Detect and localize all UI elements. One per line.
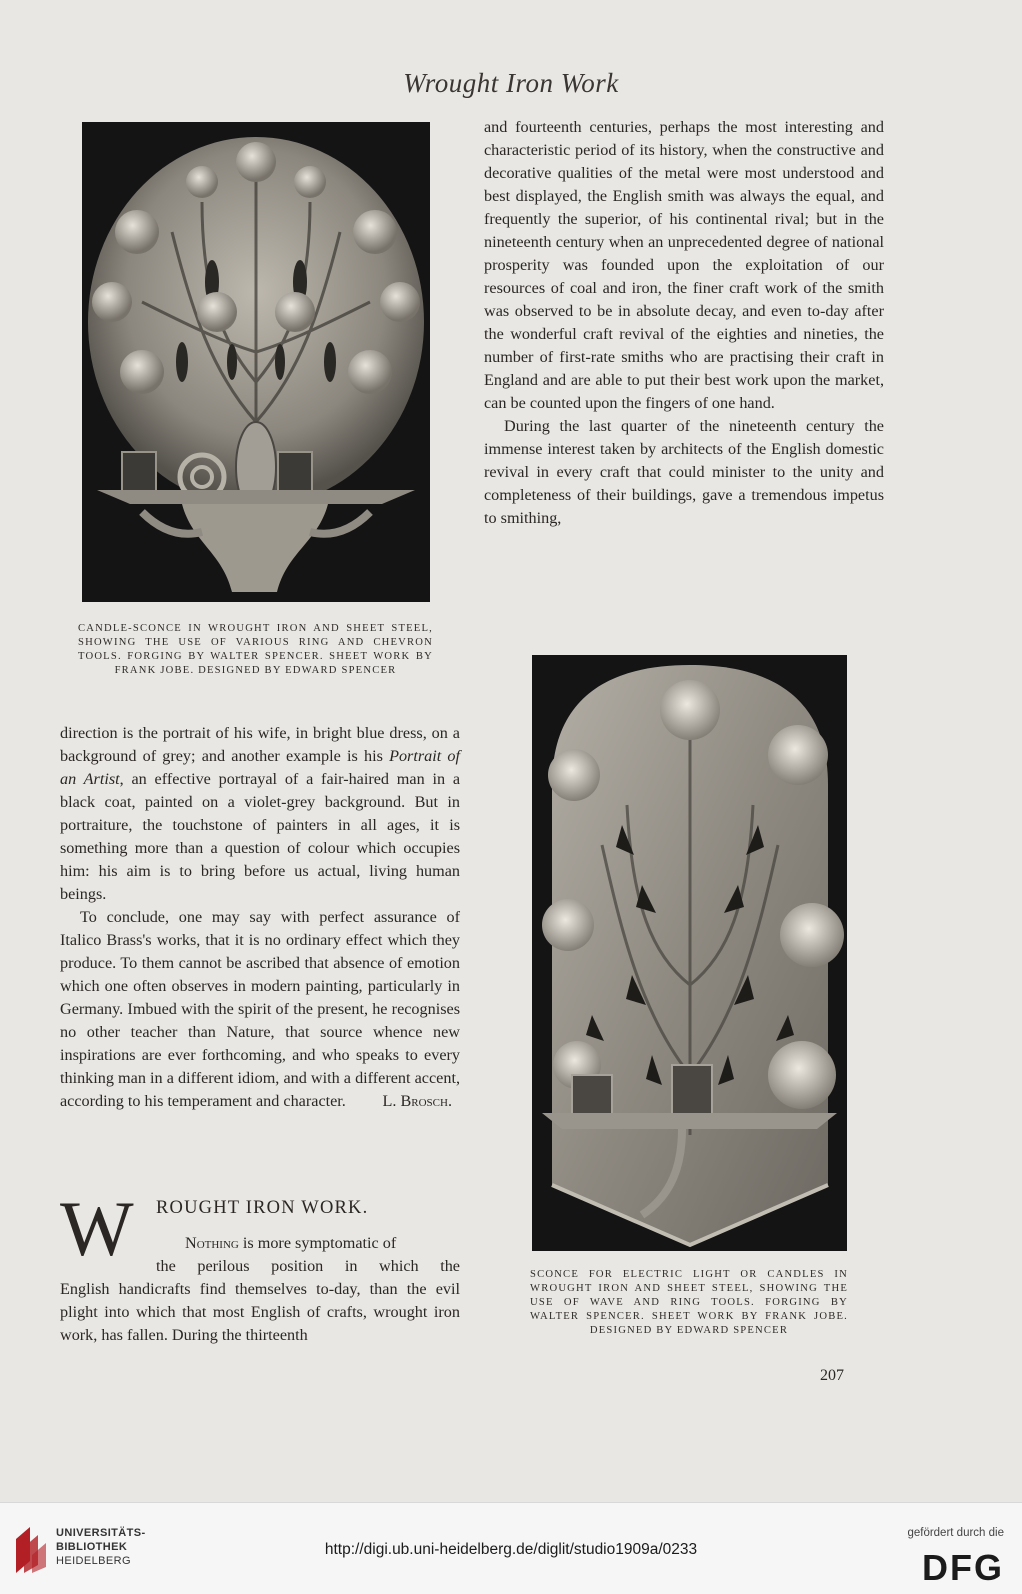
left-paragraph-1: direction is the portrait of his wife, in bright blue dress, on a background of grey; and another example is his Portrait of an Artist, an effective portrayal of a fair-haired man in a black coat, painted on a violet-grey background. But in portraiture, the touchstone of painters in all ages, it is something more than a question of colour which occupies him: his aim is to bring before us actual, living human beings. (60, 724, 461, 903)
article-lead: Nothing is more symptomatic of (185, 1234, 397, 1252)
funded-by-label: gefördert durch die (907, 1527, 1004, 1539)
article-body: English handicrafts find themselves to-day, than the evil plight into which that most English of crafts, wrought iron work, has fallen. During the thirteenth (60, 1280, 460, 1344)
candle-sconce-illustration (82, 122, 430, 602)
library-name-line-3: HEIDELBERG (56, 1555, 131, 1567)
library-name-line-1: UNIVERSITÄTS- (56, 1527, 146, 1539)
right-paragraph-1: and fourteenth centuries, perhaps the most interesting and characteristic period of its history, when the constructive and decorative qualities of the metal were most understood and best displayed, the English smith was always the equal, and frequently the superior, of his continental rival; but in the nineteenth century when an unprecedented degree of national prosperity was founded upon the exploitation of our resources of coal and iron, the finer craft work of the smith was observed to be in absolute decay, and even to-day after the wonderful craft revival of the eighties and nineties, the number of first-rate smiths who are practising their craft in England and are able to put their best work upon the market, can be counted upon the fingers of one hand. (484, 118, 884, 412)
article-heading: ROUGHT IRON WORK. (156, 1198, 369, 1218)
running-title: Wrought Iron Work (403, 68, 619, 98)
candle-sconce-photo (82, 122, 430, 602)
electric-sconce-caption: SCONCE FOR ELECTRIC LIGHT OR CANDLES IN WROUGHT IRON AND SHEET STEEL, SHOWING THE USE OF WAVE AND RING TOOLS. FORGING BY WALTER SPENCER. SHEET WORK BY FRANK JOBE. DESIGNED BY EDWARD SPENCER (530, 1269, 848, 1336)
author-signature: L. Brosch. (382, 1092, 452, 1110)
dfg-logo: DFG (922, 1547, 1004, 1588)
lead-word: Nothing (185, 1234, 239, 1252)
artwork-title: Portrait of an Artist (60, 747, 461, 788)
left-column (60, 722, 460, 1113)
electric-sconce-photo (532, 655, 847, 1251)
page-number: 207 (820, 1367, 844, 1384)
left-paragraph-2: To conclude, one may say with perfect assurance of Italico Brass's works, that it is no ordinary effect which they produce. To them cannot be ascribed that absence of emotion which one often observes in modern painting, particularly in Germany. Imbued with the spirit of the present, he recognises no other teacher than Nature, that source whence new inspirations are ever forthcoming, and who speaks to every thinking man in a different idiom, and with a different accent, according to his temperament and character. L. Brosch. (60, 906, 460, 1113)
right-paragraph-2: During the last quarter of the nineteenth century the immense interest taken by architects of the English domestic revival in every craft that could minister to the unity and completeness of their buildings, gave a tremendous impetus to smithing, (484, 417, 884, 527)
drop-cap: W (60, 1185, 134, 1272)
candle-sconce-caption: CANDLE-SCONCE IN WROUGHT IRON AND SHEET STEEL, SHOWING THE USE OF VARIOUS RING AND CHEVRON TOOLS. FORGING BY WALTER SPENCER. SHEET WORK BY FRANK JOBE. DESIGNED BY EDWARD SPENCER (78, 623, 433, 676)
article-line-2: the perilous position in which the (156, 1257, 460, 1275)
source-url-link[interactable]: http://digi.ub.uni-heidelberg.de/diglit/studio1909a/0233 (324, 1541, 698, 1558)
footer-bar (0, 1502, 1022, 1594)
electric-sconce-illustration (532, 655, 847, 1251)
right-column (484, 116, 884, 530)
library-name-line-2: BIBLIOTHEK (56, 1541, 128, 1553)
